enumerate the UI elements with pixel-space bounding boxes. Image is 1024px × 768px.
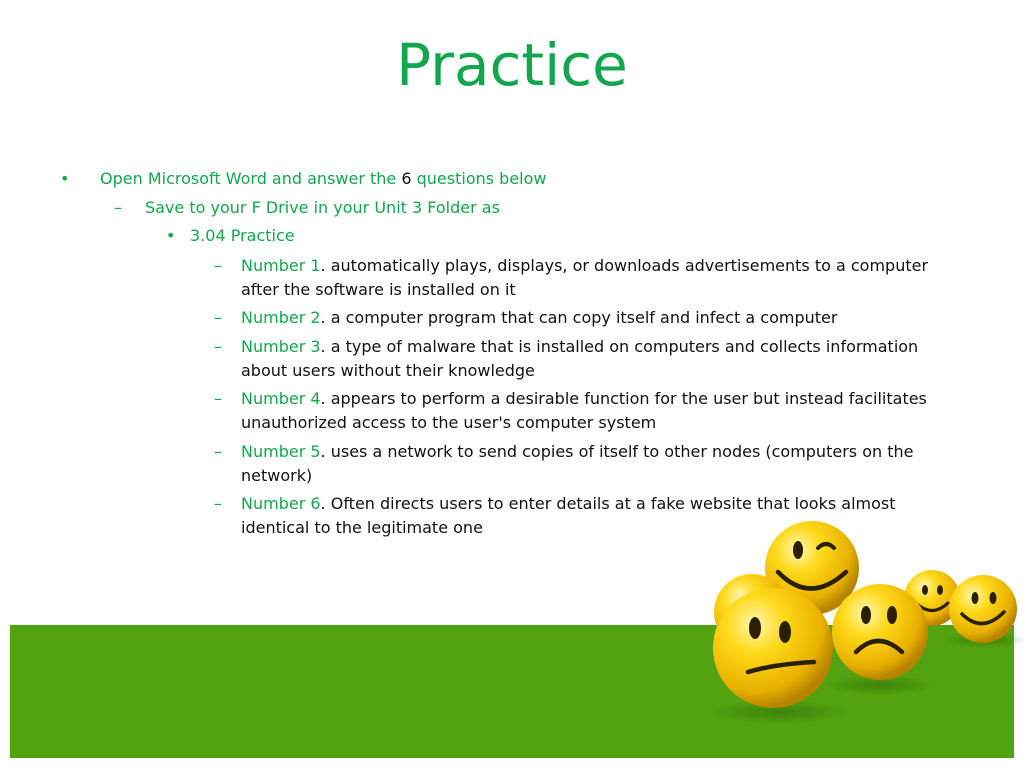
item-text: . uses a network to send copies of itself to other nodes (computers on the (320, 442, 914, 461)
item-label: Number 5 (241, 442, 321, 461)
slide-title: Practice (396, 31, 628, 99)
bullet-dash-icon: – (214, 389, 222, 408)
bullet-dash-icon: – (214, 337, 222, 356)
level1-pre: Open Microsoft Word and answer the (100, 169, 402, 188)
green-band (10, 625, 1014, 758)
item-text: . automatically plays, displays, or downloads advertisements to a computer (320, 256, 929, 275)
item-text: . Often directs users to enter details at a fake website that looks almost (320, 494, 896, 513)
bullet-dash-icon: – (114, 198, 122, 217)
item-label: Number 3 (241, 337, 321, 356)
level3-text: 3.04 Practice (190, 226, 295, 245)
bullet-dash-icon: – (214, 494, 222, 513)
bullet-dash-icon: – (214, 256, 222, 275)
bullet-dot-icon: • (166, 226, 176, 245)
bullet-dot-icon: • (60, 169, 70, 188)
item-label: Number 4 (241, 389, 321, 408)
item-label: Number 6 (241, 494, 321, 513)
level1-number: 6 (401, 169, 412, 188)
level1-text (100, 167, 546, 191)
item-text: . a computer program that can copy itself and infect a computer (320, 308, 838, 327)
item-text: . appears to perform a desirable function for the user but instead facilitates (320, 389, 927, 408)
level1-post: questions below (411, 169, 547, 188)
level2-text: Save to your F Drive in your Unit 3 Folder as (145, 198, 500, 217)
item-label: Number 1 (241, 256, 321, 275)
smiley-happy-icon (904, 570, 960, 626)
item-text-continued: about users without their knowledge (241, 361, 535, 380)
bullet-dash-icon: – (214, 442, 222, 461)
item-text-continued: identical to the legitimate one (241, 518, 483, 537)
item-label: Number 2 (241, 308, 321, 327)
smiley-wink-icon (765, 521, 859, 615)
item-text-continued: network) (241, 466, 313, 485)
item-text-continued: after the software is installed on it (241, 280, 516, 299)
item-text: . a type of malware that is installed on computers and collects information (320, 337, 919, 356)
bullet-dash-icon: – (214, 308, 222, 327)
item-text-continued: unauthorized access to the user's computer system (241, 413, 657, 432)
